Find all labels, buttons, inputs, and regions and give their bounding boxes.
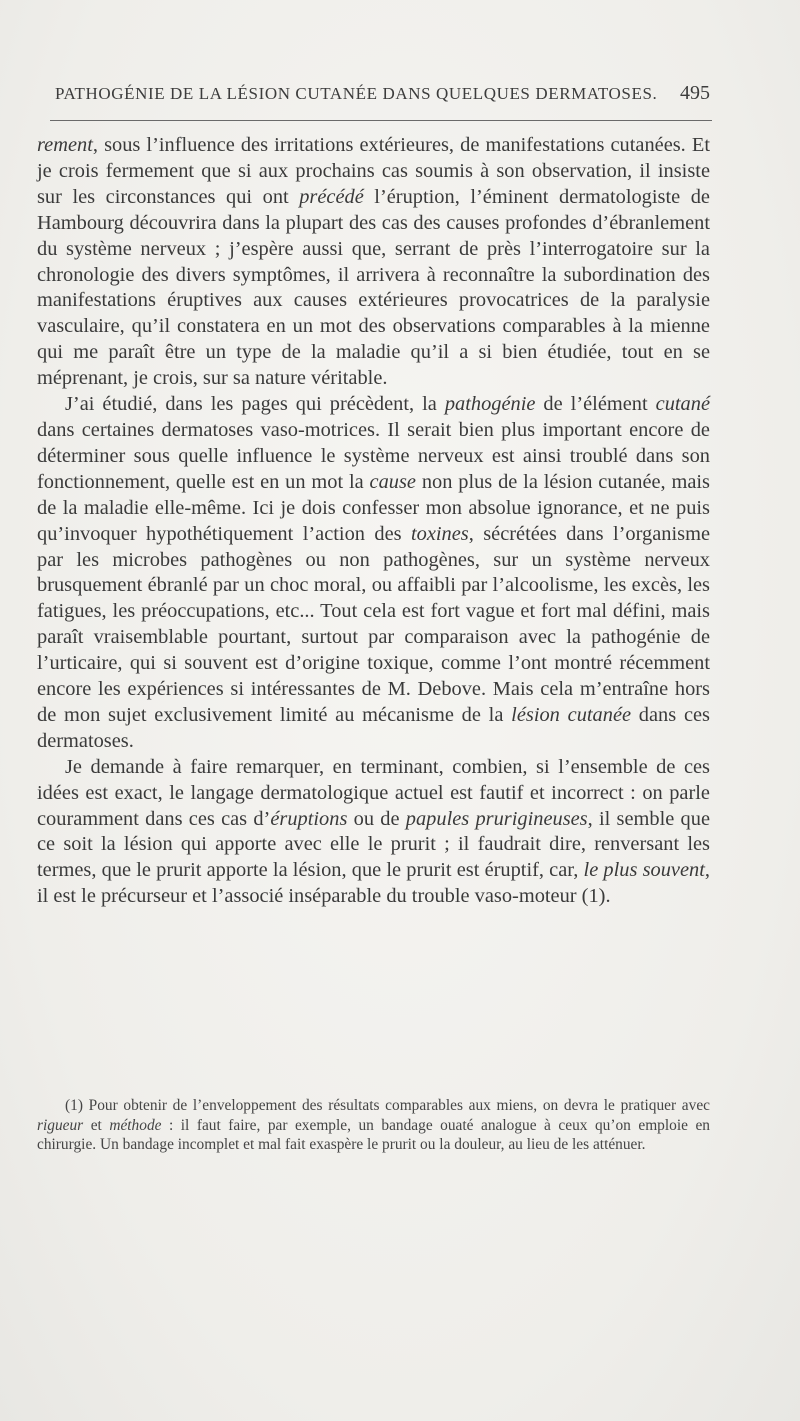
- italic-text-segment: papules prurigineuses: [405, 807, 588, 830]
- italic-text-segment: lésion cutanée: [511, 703, 632, 726]
- page-number: 495: [680, 82, 710, 104]
- italic-text-segment: pathogénie: [444, 393, 536, 416]
- text-segment: et: [83, 1116, 110, 1134]
- running-head-title: PATHOGÉNIE DE LA LÉSION CUTANÉE DANS QUELQUES DERMATOSES.: [55, 84, 658, 103]
- italic-text-segment: méthode: [109, 1116, 162, 1134]
- italic-text-segment: cause: [369, 470, 416, 493]
- running-head: [55, 82, 710, 106]
- text-segment: : il faut faire, par exemple, un bandage ouaté analogue à ceux qu’on emploie en chirurgie. Un bandage incomplet et mal fait exaspère le prurit ou la douleur, au lieu de les atténuer.: [37, 1116, 710, 1153]
- text-segment: , il semble que ce soit la lésion qui apporte avec elle le prurit ; il faudrait dire, renversant les termes, que le prurit apporte la lésion, que le prurit est éruptif, car,: [37, 807, 710, 882]
- text-segment: ou de: [347, 807, 406, 830]
- header-rule: [50, 120, 712, 121]
- italic-text-segment: le plus souvent: [583, 859, 705, 882]
- paragraph: [37, 133, 710, 392]
- footnote-text: [37, 1096, 710, 1155]
- text-segment: l’éruption, l’éminent dermatologiste de Hambourg découvrira dans la plupart des cas des causes profondes d’ébranlement du système nerveux ; j’espère aussi que, serrant de près l’interrogatoire sur la chronologie des divers symptômes, il arrivera à reconnaître la subordination des manifestations éruptives aux causes extérieures provocatrices de la paralysie vasculaire, qu’il constatera en un mot des observations comparables à la mienne qui me paraît être un type de la maladie qu’il a si bien étudiée, tout en se méprenant, je crois, sur sa nature véritable.: [37, 185, 710, 390]
- text-segment: , sécrétées dans l’organisme par les microbes pathogènes ou non pathogènes, sur un système nerveux brusquement ébranlé par un choc moral, ou affaibli par l’alcoolisme, les excès, les fatigues, les préoccupations, etc... Tout cela est fort vague et fort mal défini, mais paraît vraisemblable pourtant, surtout par comparaison avec la pathogénie de l’urticaire, qui si souvent est d’origine toxique, comme l’ont montré récemment encore les expériences si intéressantes de M. Debove. Mais cela m’entraîne hors de mon sujet exclusivement limité au mécanisme de la: [37, 522, 710, 726]
- text-segment: dans certaines dermatoses vaso-motrices. Il serait bien plus important encore de déterminer sous quelle influence le système nerveux est ainsi troublé dans son fonctionnement, quelle est en un mot la: [37, 418, 710, 493]
- text-segment: Je demande à faire remarquer, en terminant, combien, si l’ensemble de ces idées est exact, le langage dermatologique actuel est fautif et incorrect : on parle couramment dans ces cas d’: [37, 755, 710, 830]
- text-segment: , il est le précurseur et l’associé inséparable du trouble vaso-moteur (1).: [37, 859, 710, 908]
- italic-text-segment: cutané: [655, 393, 710, 416]
- text-segment: dans ces dermatoses.: [37, 703, 710, 752]
- italic-text-segment: rement: [37, 134, 93, 156]
- text-segment: J’ai étudié, dans les pages qui précèdent, la: [65, 393, 445, 416]
- paragraph: [37, 755, 710, 910]
- paragraph: [37, 392, 710, 755]
- text-segment: de l’élément: [535, 393, 656, 416]
- italic-text-segment: toxines: [410, 522, 469, 545]
- text-segment: non plus de la lésion cutanée, mais de la maladie elle-même. Ici je dois confesser mon absolue ignorance, et ne puis qu’invoquer hypothétiquement l’action des: [37, 470, 710, 545]
- italic-text-segment: éruptions: [270, 807, 348, 830]
- italic-text-segment: précédé: [299, 185, 364, 208]
- body-text: [37, 133, 710, 910]
- footnote: [37, 1096, 710, 1155]
- text-segment: (1) Pour obtenir de l’enveloppement des résultats comparables aux miens, on devra le pratiquer avec: [65, 1097, 710, 1114]
- text-segment: , sous l’influence des irritations extérieures, de manifestations cutanées. Et je crois fermement que si aux prochains cas soumis à son observation, il insiste sur les circonstances qui ont: [37, 134, 710, 208]
- italic-text-segment: rigueur: [37, 1116, 84, 1134]
